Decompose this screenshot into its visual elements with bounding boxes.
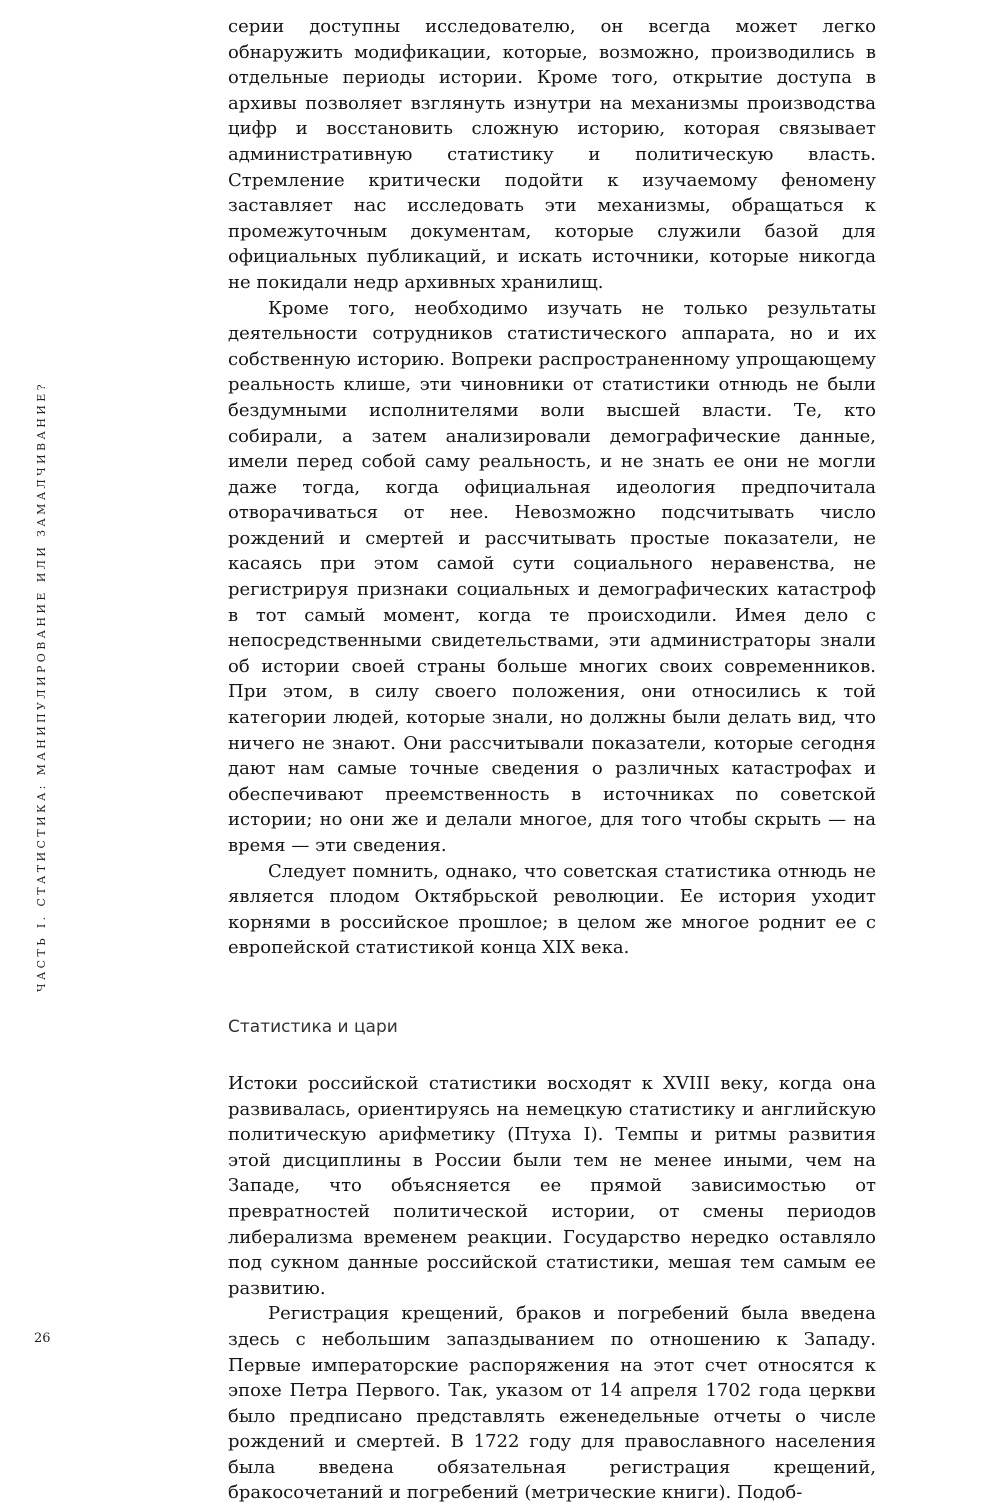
paragraph-2: Кроме того, необходимо изучать не только результаты деятельности сотрудников статистического аппарата, но и их собственную историю. Вопреки распространенному упрощающему реальность клише, эти чиновники от статистики отнюдь не были бездумными исполнителями воли высшей власти. Те, кто собирали, а затем анализировали демографические данные, имели перед собой саму реальность, и не знать ее они не могли даже тогда, когда официальная идеология предпочитала отворачиваться от нее. Невозможно подсчитывать число рождений и смертей и рассчитывать простые показатели, не касаясь при этом самой сути социального неравенства, не регистрируя признаки социальных и демографических катастроф в тот самый момент, когда те происходили. Имея дело с непосредственными свидетельствами, эти администраторы знали об истории своей страны больше многих своих современников. При этом, в силу своего положения, они относились к той категории людей, которые знали, но должны были делать вид, что ничего не знают. Они рассчитывали показатели, которые сегодня дают нам самые точные сведения о различных катастрофах и обеспечивают преемственность в источниках по советской истории; но они же и делали многое, для того чтобы скрыть — на время — эти сведения.: [228, 297, 876, 856]
paragraph-1: серии доступны исследователю, он всегда может легко обнаружить модификации, которые, возможно, производились в отдельные периоды истории. Кроме того, открытие доступа в архивы позволяет взглянуть изнутри на механизмы производства цифр и восстановить сложную историю, которая связывает административную статистику и политическую власть. Стремление критически подойти к изучаемому феномену заставляет нас исследовать эти механизмы, обращаться к промежуточным документам, которые служили базой для официальных публикаций, и искать источники, которые никогда не покидали недр архивных хранилищ.: [228, 16, 876, 293]
page-body: [228, 14, 876, 1506]
page-number: 26: [34, 1331, 51, 1346]
paragraph-3: Следует помнить, однако, что советская статистика отнюдь не является плодом Октябрьской революции. Ее история уходит корнями в российское прошлое; в целом же многое роднит ее с европейской статистикой конца XIX века.: [228, 860, 876, 959]
section-heading: Статистика и цари: [228, 1016, 398, 1037]
paragraph-4: Истоки российской статистики восходят к XVIII веку, когда она развивалась, ориентируясь на немецкую статистику и английскую политическую арифметику (Птуха I). Темпы и ритмы развития этой дисциплины в России были тем не менее иными, чем на Западе, что объясняется ее прямой зависимостью от превратностей политической истории, от смены периодов либерализма временем реакции. Государство нередко оставляло под сукном данные российской статистики, мешая тем самым ее развитию.: [228, 1072, 876, 1299]
running-head-text: ЧАСТЬ I. СТАТИСТИКА: МАНИПУЛИРОВАНИЕ ИЛИ ЗАМАЛЧИВАНИЕ?: [34, 380, 48, 992]
running-head: [28, 366, 54, 1006]
paragraph-5: Регистрация крещений, браков и погребений была введена здесь с небольшим запаздыванием по отношению к Западу. Первые императорские распоряжения на этот счет относятся к эпохе Петра Первого. Так, указом от 14 апреля 1702 года церкви было предписано представлять еженедельные отчеты о числе рождений и смертей. В 1722 году для православного населения была введена обязательная регистрация крещений, бракосочетаний и погребений (метрические книги). Подоб-: [228, 1303, 876, 1504]
